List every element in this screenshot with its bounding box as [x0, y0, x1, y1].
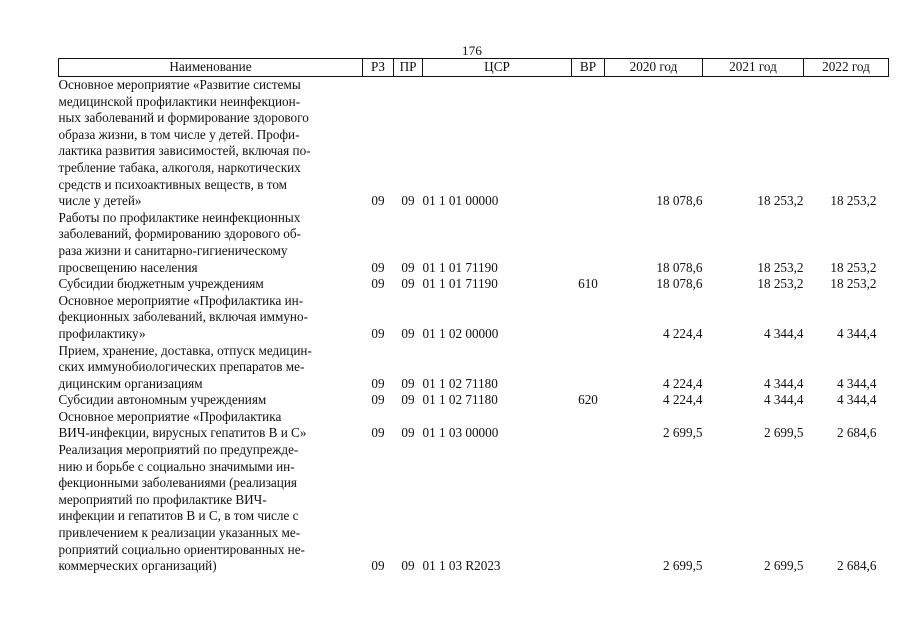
row-rz: 09: [371, 193, 385, 209]
row-name-line: Реализация мероприятий по предупрежде-: [58, 442, 299, 458]
header-vr: ВР: [572, 59, 605, 77]
table-row: [59, 276, 889, 293]
header-2021: 2021 год: [703, 59, 804, 77]
row-name-line: Основное мероприятие «Развитие системы: [58, 77, 301, 92]
table-row: [59, 343, 889, 393]
row-csr: 01 1 02 71180: [422, 375, 498, 391]
row-name-line: профилактику»: [58, 325, 146, 341]
header-pr: ПР: [394, 59, 423, 77]
row-2020: 2 699,5: [662, 558, 703, 574]
row-2021: 2 699,5: [763, 425, 804, 441]
row-name-line: инфекции и гепатитов В и С, в том числе с: [58, 508, 299, 524]
row-vr: 610: [578, 276, 598, 292]
row-2021: 4 344,4: [763, 375, 804, 391]
row-2022: 4 344,4: [836, 325, 877, 341]
row-2020: 4 224,4: [662, 325, 703, 341]
row-name-line: роприятий социально ориентированных не-: [58, 541, 305, 557]
table-row: [59, 392, 889, 409]
row-2022: 18 253,2: [830, 193, 877, 209]
row-csr: 01 1 01 00000: [422, 193, 499, 209]
header-row: [59, 59, 889, 77]
row-2021: 4 344,4: [763, 392, 804, 408]
row-2020: 4 224,4: [662, 392, 703, 408]
row-csr: 01 1 01 71190: [422, 259, 498, 275]
row-2022: 4 344,4: [836, 375, 877, 391]
row-name-line: Прием, хранение, доставка, отпуск медицин-: [58, 342, 312, 358]
row-rz: 09: [371, 425, 385, 441]
header-name: Наименование: [59, 59, 363, 77]
row-rz: 09: [371, 558, 385, 574]
row-2021: 2 699,5: [763, 558, 804, 574]
row-vr: [572, 77, 605, 210]
row-2020: 18 078,6: [656, 276, 703, 292]
table-row: [59, 409, 889, 442]
row-2020: 18 078,6: [656, 259, 703, 275]
row-2022: 2 684,6: [836, 558, 877, 574]
row-vr: [572, 210, 605, 276]
row-2022: 18 253,2: [830, 259, 877, 275]
row-pr: 09: [401, 425, 415, 441]
row-name-line: дицинским организациям: [58, 375, 203, 391]
row-name-line: фекционных заболеваний, включая иммуно-: [58, 309, 308, 325]
row-csr: 01 1 03 00000: [422, 425, 499, 441]
row-vr: [572, 442, 605, 575]
table-body: [59, 77, 889, 575]
row-2020: 2 699,5: [662, 425, 703, 441]
row-2021: 4 344,4: [763, 325, 804, 341]
row-name: [59, 343, 363, 393]
row-rz: 09: [371, 392, 385, 408]
row-rz: 09: [371, 375, 385, 391]
page-number: 176: [462, 43, 483, 58]
row-name-line: просвещению населения: [58, 259, 198, 275]
row-name-line: числе у детей»: [58, 193, 142, 209]
row-pr: 09: [401, 392, 415, 408]
row-name-line: Субсидии автономным учреждениям: [58, 392, 267, 408]
table-row: [59, 442, 889, 575]
row-pr: 09: [401, 325, 415, 341]
row-name-line: Основное мероприятие «Профилактика ин-: [58, 292, 304, 308]
budget-table: [58, 58, 889, 575]
row-vr: [572, 293, 605, 343]
row-vr: [572, 409, 605, 442]
row-name-line: медицинской профилактики неинфекцион-: [58, 93, 301, 109]
row-name: [59, 77, 363, 210]
row-name-line: заболеваний, формированию здорового об-: [58, 226, 301, 242]
row-name-line: фекционными заболеваниями (реализация: [58, 475, 297, 491]
table-header: [59, 59, 889, 77]
row-csr: 01 1 02 71180: [422, 392, 498, 408]
row-rz: 09: [371, 276, 385, 292]
row-name-line: ских иммунобиологических препаратов ме-: [58, 359, 305, 375]
row-name-line: Основное мероприятие «Профилактика: [58, 408, 282, 424]
row-rz: 09: [371, 259, 385, 275]
row-name-line: средств и психоактивных веществ, в том: [58, 176, 288, 192]
row-2022: 2 684,6: [836, 425, 877, 441]
row-name: [59, 442, 363, 575]
row-2021: 18 253,2: [757, 276, 804, 292]
row-pr: 09: [401, 193, 415, 209]
row-name: [59, 392, 363, 409]
row-name: [59, 409, 363, 442]
row-name: [59, 210, 363, 276]
row-name-line: требление табака, алкоголя, наркотических: [58, 159, 301, 175]
row-pr: 09: [401, 276, 415, 292]
row-name: [59, 293, 363, 343]
row-vr: [572, 343, 605, 393]
row-name-line: ВИЧ-инфекции, вирусных гепатитов В и С»: [58, 425, 307, 441]
row-name-line: привлечением к реализации указанных ме-: [58, 525, 301, 541]
row-name-line: образа жизни, в том числе у детей. Профи-: [58, 126, 300, 142]
row-2021: 18 253,2: [757, 259, 804, 275]
header-rz: РЗ: [363, 59, 394, 77]
row-name-line: коммерческих организаций): [58, 558, 217, 574]
row-name-line: раза жизни и санитарно-гигиеническому: [58, 242, 288, 258]
table-row: [59, 210, 889, 276]
row-2022: 4 344,4: [836, 392, 877, 408]
row-name-line: ных заболеваний и формирование здорового: [58, 110, 309, 126]
row-name-line: нию и борьбе с социально значимыми ин-: [58, 458, 295, 474]
table-row: [59, 77, 889, 210]
row-name-line: Работы по профилактике неинфекционных: [58, 209, 301, 225]
header-2020: 2020 год: [605, 59, 703, 77]
row-name: [59, 276, 363, 293]
row-2021: 18 253,2: [757, 193, 804, 209]
row-name-line: мероприятий по профилактике ВИЧ-: [58, 491, 267, 507]
row-rz: 09: [371, 325, 385, 341]
header-csr: ЦСР: [423, 59, 572, 77]
row-name-line: лактика развития зависимостей, включая по-: [58, 143, 311, 159]
row-csr: 01 1 01 71190: [422, 276, 498, 292]
row-csr: 01 1 02 00000: [422, 325, 499, 341]
row-2020: 18 078,6: [656, 193, 703, 209]
row-name-line: Субсидии бюджетным учреждениям: [58, 276, 264, 292]
row-vr: 620: [578, 392, 598, 408]
table-row: [59, 293, 889, 343]
row-csr: 01 1 03 R2023: [422, 558, 501, 574]
row-pr: 09: [401, 259, 415, 275]
row-pr: 09: [401, 375, 415, 391]
row-pr: 09: [401, 558, 415, 574]
row-2022: 18 253,2: [830, 276, 877, 292]
row-2020: 4 224,4: [662, 375, 703, 391]
header-2022: 2022 год: [804, 59, 889, 77]
